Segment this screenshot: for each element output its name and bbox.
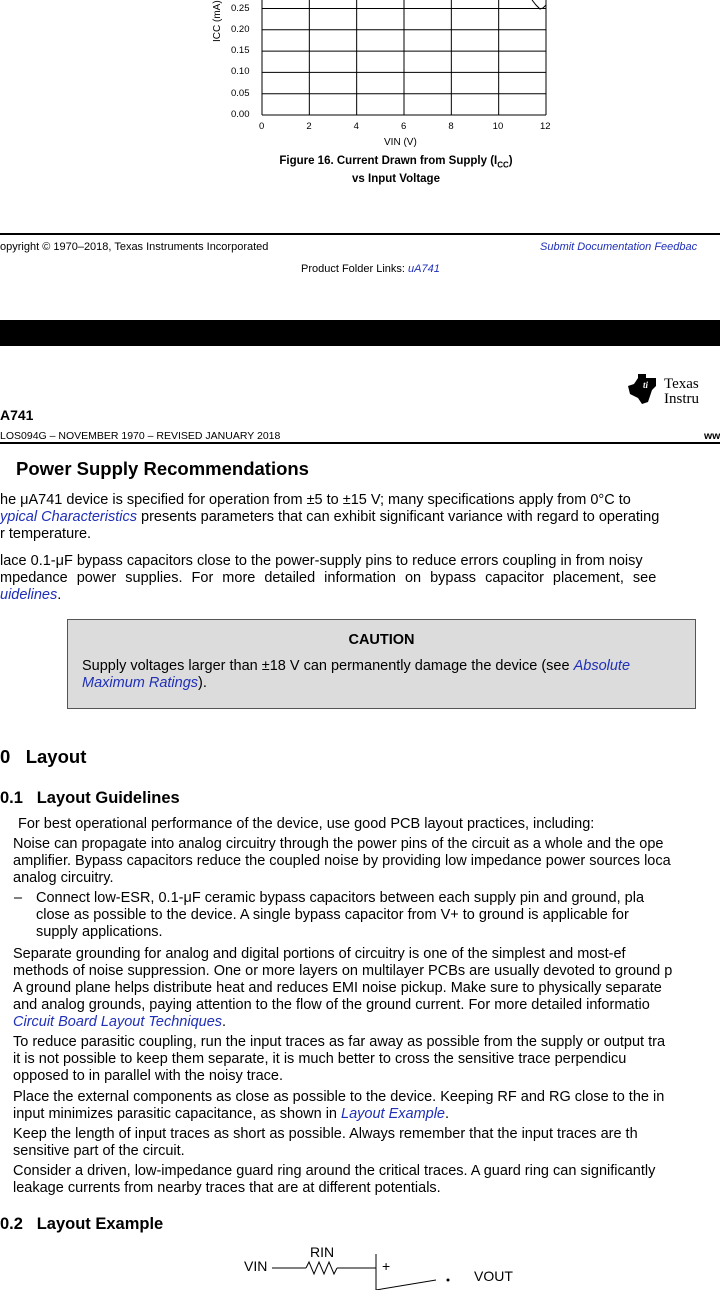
sub-bullet-1: Connect low-ESR, 0.1-μF ceramic bypass capacitors between each supply pin and ground, pla close as possible to the device. A single bypass capacitor from V+ to ground is applicable for supply applications. — [36, 890, 645, 940]
power-heading: Power Supply Recommendations — [16, 458, 309, 479]
logo-text-2: Instru — [664, 391, 699, 407]
ti-logo-icon — [626, 372, 660, 406]
figure-caption: Figure 16. Current Drawn from Supply $(I_{CC})$ vs Input Voltage — [279, 155, 513, 186]
vout-label: VOUT — [474, 1268, 513, 1284]
ua741-link[interactable]: uA741 — [408, 263, 440, 275]
footer-rule — [0, 233, 720, 235]
bullet-1: Noise can propagate into analog circuitry through the power pins of the circuit as a whole and the ope amplifier. Bypass capacitors reduce the coupled noise by providing low impedance power sources loca analog circuitry. — [13, 836, 671, 886]
copyright: opyright © 1970–2018, Texas Instruments Incorporated — [0, 241, 269, 253]
header-www: ww — [704, 430, 720, 442]
svg-text:ti: ti — [643, 380, 649, 390]
layout-guidelines-heading: 0.1 Layout Guidelines — [0, 789, 180, 807]
plus-label: + — [382, 1258, 391, 1274]
header-rule — [0, 442, 720, 444]
x-axis-label: VIN (V) — [384, 137, 417, 148]
rin-label: RIN — [310, 1244, 335, 1260]
y-tick-label: 0.25 — [231, 2, 250, 14]
y-tick-label: 0.05 — [231, 87, 250, 99]
y-tick-label: 0.15 — [231, 45, 250, 57]
x-tick-label: 6 — [401, 121, 407, 132]
chart-plot — [256, 0, 556, 120]
maximum-ratings-link[interactable]: Maximum Ratings — [82, 675, 199, 691]
x-tick-label: 2 — [306, 121, 312, 132]
x-tick-label: 12 — [540, 121, 551, 132]
x-tick-label: 8 — [448, 121, 454, 132]
bullet-2: Separate grounding for analog and digital portions of circuitry is one of the simplest and most-ef methods of noise suppression. One or more layers on multilayer PCBs are usually devoted to ground p A ground plane helps distribute heat and reduces EMI noise pickup. Make sure to physically separate and analog grounds, paying attention to the flow of the ground current. For more detailed informatio Circuit Board Layout Techniques. — [13, 946, 673, 1030]
y-tick-label: 0.20 — [231, 23, 250, 35]
x-tick-label: 10 — [492, 121, 504, 132]
icc-curve — [532, 0, 546, 9]
guidelines-link[interactable]: uidelines — [0, 587, 58, 603]
x-tick-label: 0 — [259, 121, 265, 132]
layout-example-link[interactable]: Layout Example — [341, 1106, 445, 1122]
ti-logo — [626, 372, 720, 408]
bullet-6: Consider a driven, low-impedance guard ring around the critical traces. A guard ring can significantly leakage currents from nearby traces that are at different potentials. — [13, 1163, 656, 1196]
power-para-2: lace 0.1-μF bypass capacitors close to the power-supply pins to reduce errors coupling in from noisy mpedance power supplies. For more detailed information on bypass capacitor placement, see uidelines. — [0, 553, 657, 603]
y-tick-label: 0.10 — [231, 66, 250, 78]
caution-text: Supply voltages larger than ±18 V can permanently damage the device (see Absolute Maximum Ratings). — [82, 658, 631, 691]
power-para-1: he μA741 device is specified for operation from ±5 to ±15 V; many specifications apply from 0°C to ypical Characteristics presents parameters that can exhibit significant variance with regard to operating r temperature. — [0, 492, 660, 542]
caution-title: CAUTION — [348, 632, 415, 648]
caution-box — [67, 619, 696, 709]
bullet-5: Keep the length of input traces as short as possible. Always remember that the input traces are th sensitive part of the circuit. — [13, 1126, 638, 1159]
schematic-drawing — [240, 1250, 490, 1290]
layout-heading: 0 Layout — [0, 746, 87, 767]
y-tick-label: 0.00 — [231, 109, 250, 120]
y-axis-label: ICC (mA) — [212, 0, 223, 42]
page-separator — [0, 320, 720, 346]
bullet-3: To reduce parasitic coupling, run the input traces as far away as possible from the supply or output tra it is not possible to keep them separate, it is much better to cross the sensitive trace perpendicu opposed to in parallel with the noisy trace. — [13, 1034, 666, 1084]
absolute-link[interactable]: Absolute — [573, 658, 631, 674]
vin-label: VIN — [244, 1258, 268, 1274]
doc-id: LOS094G – NOVEMBER 1970 – REVISED JANUARY 2018 — [0, 430, 281, 442]
circuit-board-layout-link[interactable]: Circuit Board Layout Techniques — [13, 1014, 223, 1030]
logo-text-1: Texas — [664, 376, 699, 392]
bullet-4: Place the external components as close as possible to the device. Keeping RF and RG close to the in input minimizes parasitic capacitance, as shown in Layout Example. — [13, 1089, 665, 1122]
layout-example-heading: 0.2 Layout Example — [0, 1215, 164, 1233]
x-tick-label: 4 — [353, 121, 359, 132]
part-number: A741 — [0, 407, 34, 423]
typical-characteristics-link[interactable]: ypical Characteristics — [0, 509, 137, 525]
feedback-link[interactable]: Submit Documentation Feedbac — [540, 241, 698, 253]
product-folder-links: Product Folder Links: uA741 — [301, 263, 440, 275]
